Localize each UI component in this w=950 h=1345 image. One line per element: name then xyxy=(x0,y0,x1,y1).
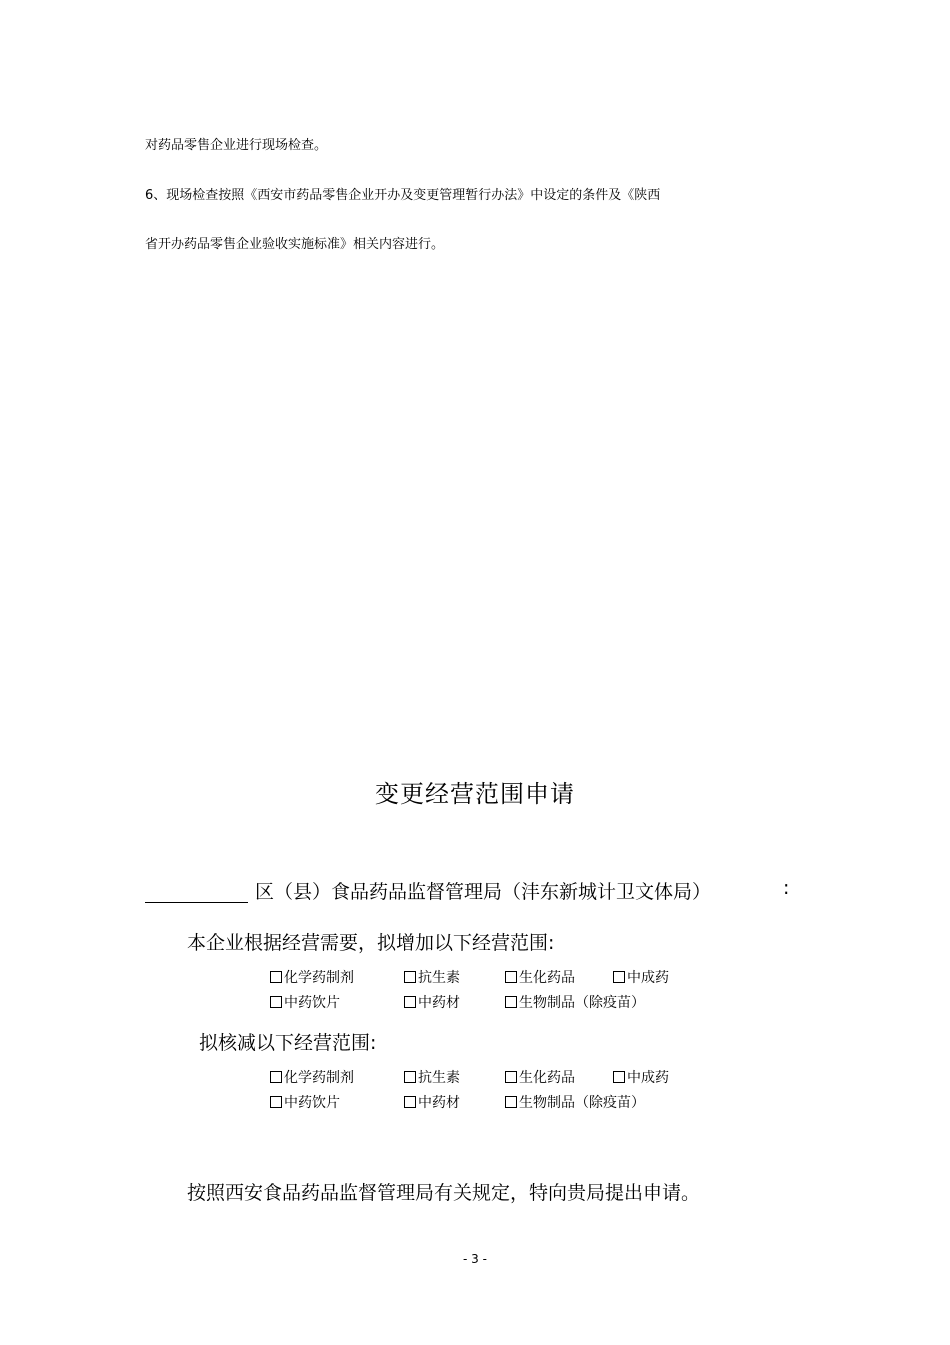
addressee-colon: : xyxy=(783,877,790,899)
reduce-option-chemical[interactable]: 化学药制剂 xyxy=(270,1067,354,1087)
add-option-decoction-pieces[interactable]: 中药饮片 xyxy=(270,992,340,1012)
page-number: - 3 - xyxy=(463,1252,487,1266)
add-option-chinese-patent[interactable]: 中成药 xyxy=(613,967,669,987)
checkbox-icon[interactable] xyxy=(613,1071,625,1083)
paragraph-line: 对药品零售企业进行现场检查。 xyxy=(145,138,328,153)
paragraph-line: 6、现场检查按照《西安市药品零售企业开办及变更管理暂行办法》中设定的条件及《陕西 xyxy=(145,188,661,203)
closing-statement: 按照西安食品药品监督管理局有关规定，特向贵局提出申请。 xyxy=(187,1182,701,1204)
addressee-text: 区（县）食品药品监督管理局（沣东新城计卫文体局） xyxy=(255,881,712,903)
reduce-option-decoction-pieces[interactable]: 中药饮片 xyxy=(270,1092,340,1112)
checkbox-icon[interactable] xyxy=(270,971,282,983)
addressee-blank-line[interactable] xyxy=(145,902,248,903)
reduce-option-chinese-patent[interactable]: 中成药 xyxy=(613,1067,669,1087)
reduce-option-herbal-materials[interactable]: 中药材 xyxy=(404,1092,460,1112)
reduce-option-biologics[interactable]: 生物制品（除疫苗） xyxy=(505,1092,645,1112)
add-option-chemical[interactable]: 化学药制剂 xyxy=(270,967,354,987)
checkbox-icon[interactable] xyxy=(505,971,517,983)
checkbox-icon[interactable] xyxy=(505,996,517,1008)
form-title: 变更经营范围申请 xyxy=(375,780,575,808)
add-option-biologics[interactable]: 生物制品（除疫苗） xyxy=(505,992,645,1012)
add-scope-intro: 本企业根据经营需要，拟增加以下经营范围: xyxy=(187,932,555,954)
checkbox-icon[interactable] xyxy=(270,1071,282,1083)
checkbox-icon[interactable] xyxy=(270,996,282,1008)
add-option-herbal-materials[interactable]: 中药材 xyxy=(404,992,460,1012)
checkbox-icon[interactable] xyxy=(505,1096,517,1108)
checkbox-icon[interactable] xyxy=(404,1071,416,1083)
reduce-scope-intro: 拟核减以下经营范围: xyxy=(199,1032,377,1054)
checkbox-icon[interactable] xyxy=(505,1071,517,1083)
checkbox-icon[interactable] xyxy=(404,996,416,1008)
checkbox-icon[interactable] xyxy=(404,1096,416,1108)
paragraph-line: 省开办药品零售企业验收实施标准》相关内容进行。 xyxy=(145,237,445,252)
reduce-option-biochemical[interactable]: 生化药品 xyxy=(505,1067,575,1087)
checkbox-icon[interactable] xyxy=(613,971,625,983)
add-option-antibiotic[interactable]: 抗生素 xyxy=(404,967,460,987)
checkbox-icon[interactable] xyxy=(270,1096,282,1108)
reduce-option-antibiotic[interactable]: 抗生素 xyxy=(404,1067,460,1087)
checkbox-icon[interactable] xyxy=(404,971,416,983)
add-option-biochemical[interactable]: 生化药品 xyxy=(505,967,575,987)
